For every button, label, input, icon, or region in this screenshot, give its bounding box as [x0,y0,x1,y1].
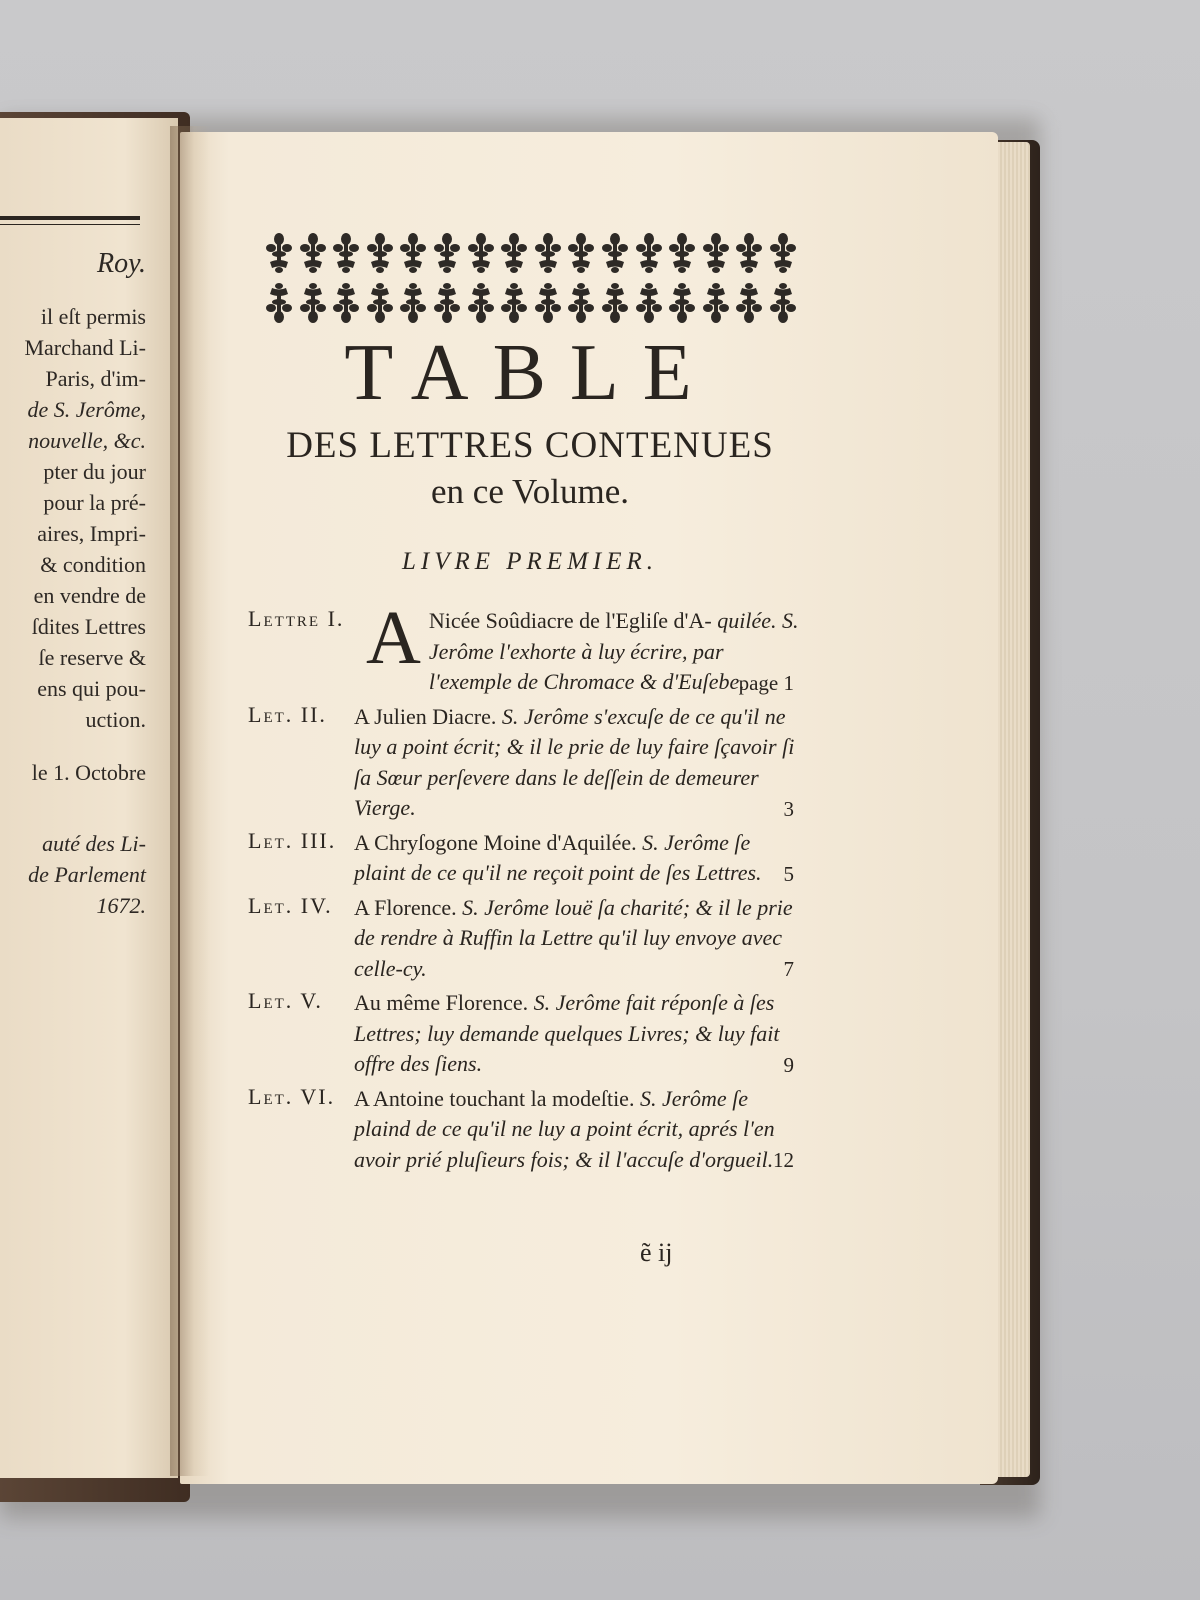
fleuron-icon [434,282,460,324]
gutter-shadow [170,126,210,1476]
fleuron-icon [468,232,494,274]
entry-italic: S. Jerôme louë ſa charité; & il le prie de rendre à Ruffin la Lettre qu'il luy envoye avec celle-cy. [354,894,793,981]
entry-text [354,1084,800,1176]
toc-entry [248,1084,800,1176]
table-of-contents [248,596,800,1179]
ornament-row [266,282,796,326]
fleuron-icon [602,282,628,324]
entry-roman: A Florence. [354,894,457,920]
fleuron-icon [333,282,359,324]
entry-italic: S. Jerôme ſe plaind de ce qu'il ne luy a point écrit, aprés l'en avoir prié pluſieurs fois; & il l'accuſe d'orgueil. [354,1085,775,1172]
entry-page-number: 9 [783,1052,794,1077]
fleuron-icon [501,282,527,324]
left-line: 1672. [96,893,146,918]
entry-italic: S. Jerôme ſe plaint de ce qu'il ne reçoit point de ſes Lettres. [354,829,762,885]
left-line: ſdites Lettres [31,614,146,639]
entry-label: Lettre I. [248,606,345,631]
fleuron-icon [568,282,594,324]
toc-entry [248,988,800,1080]
toc-entry [248,893,800,985]
left-line: pour la pré- [43,490,146,515]
left-line: de Parlement [28,862,146,887]
fleuron-icon [703,232,729,274]
fleuron-ornament [266,232,796,326]
entry-label: Let. V. [248,988,323,1013]
page-subtitle: DES LETTRES CONTENUES [286,425,774,466]
entry-roman: Au même Florence. [354,990,529,1015]
entry-page-number: 12 [773,1148,794,1172]
entry-italic: S. Jerôme fait réponſe à ſes Lettres; luy demande quelques Livres; & luy fait offre des ſiens. [354,990,780,1076]
left-spacer [0,735,146,757]
toc-entry [248,828,800,889]
left-line: pter du jour [43,459,146,484]
left-line: ſe reserve & [38,645,146,670]
fleuron-icon [266,232,292,274]
fleuron-icon [333,232,359,274]
fleuron-icon [501,232,527,274]
entry-label: Let. VI. [248,1083,336,1109]
fleuron-icon [770,232,796,274]
fleuron-icon [535,282,561,324]
fleuron-icon [300,232,326,274]
fleuron-icon [636,282,662,324]
left-line: Paris, d'im- [45,366,146,391]
left-page-rule-thin [0,224,140,225]
toc-entry [248,702,800,824]
entry-roman: Nicée Soûdiacre de l'Egliſe d'A- [428,608,712,633]
fleuron-icon [367,232,393,274]
fleuron-icon [266,282,292,324]
entry-roman: A Antoine touchant la modeſtie. [354,1085,635,1111]
drop-capital: A [366,596,421,680]
fleuron-icon [400,232,426,274]
toc-entry [248,596,800,698]
entry-text [354,893,800,985]
entry-italic: quilée. S. Jerôme l'exhorte à luy écrire, par l'exemple de Chromace & d'Euſebe. [428,608,799,694]
book-heading: LIVRE PREMIER. [401,548,659,575]
fleuron-icon [568,232,594,274]
left-line: uction. [85,707,146,732]
left-line: ens qui pou- [37,676,146,701]
left-line: il eſt permis [40,304,146,329]
entry-label: Let. IV. [248,892,333,918]
left-line: nouvelle, &c. [28,428,146,453]
page-subtitle-2: en ce Volume. [431,472,629,511]
left-page-rule [0,216,140,220]
left-line: aires, Impri- [37,521,146,546]
entry-text [354,702,800,824]
ornament-row [266,232,796,276]
entry-text [366,596,800,698]
left-line: auté des Li- [42,831,146,856]
fleuron-icon [300,282,326,324]
left-line: Roy. [97,248,146,279]
left-line: & condition [40,552,146,577]
fleuron-icon [434,232,460,274]
left-line: de S. Jerôme, [27,397,146,422]
entry-text [354,988,800,1080]
fleuron-icon [736,232,762,274]
fleuron-icon [400,282,426,324]
left-page [0,118,178,1478]
fleuron-icon [636,232,662,274]
page-title: TABLE [344,329,716,417]
entry-roman: A Chryſogone Moine d'Aquilée. [354,829,637,855]
left-page-text [0,248,146,921]
entry-page-number: 5 [783,861,794,886]
fleuron-icon [770,282,796,324]
entry-page-number: page 1 [738,670,794,695]
fleuron-icon [367,282,393,324]
entry-text [354,828,800,889]
left-spacer [0,788,146,828]
fleuron-icon [602,232,628,274]
entry-label: Let. II. [248,701,327,727]
fleuron-icon [669,232,695,274]
fleuron-icon [703,282,729,324]
entry-label: Let. III. [248,827,337,853]
left-line: le 1. Octobre [31,760,146,785]
left-line: en vendre de [33,583,146,608]
entry-italic: S. Jerôme s'excuſe de ce qu'il ne luy a point écrit; & il le prie de luy faire ſçavoir ſi ſa Sœur perſevere dans le deſſein de demeurer Vierge. [354,703,795,820]
entry-page-number: 3 [783,796,794,821]
entry-page-number: 7 [783,957,794,981]
entry-roman: A Julien Diacre. [354,703,497,729]
fleuron-icon [468,282,494,324]
fleuron-icon [669,282,695,324]
fleuron-icon [736,282,762,324]
fleuron-icon [535,232,561,274]
left-line: Marchand Li- [24,335,146,360]
signature-mark: ẽ ij [640,1238,673,1267]
